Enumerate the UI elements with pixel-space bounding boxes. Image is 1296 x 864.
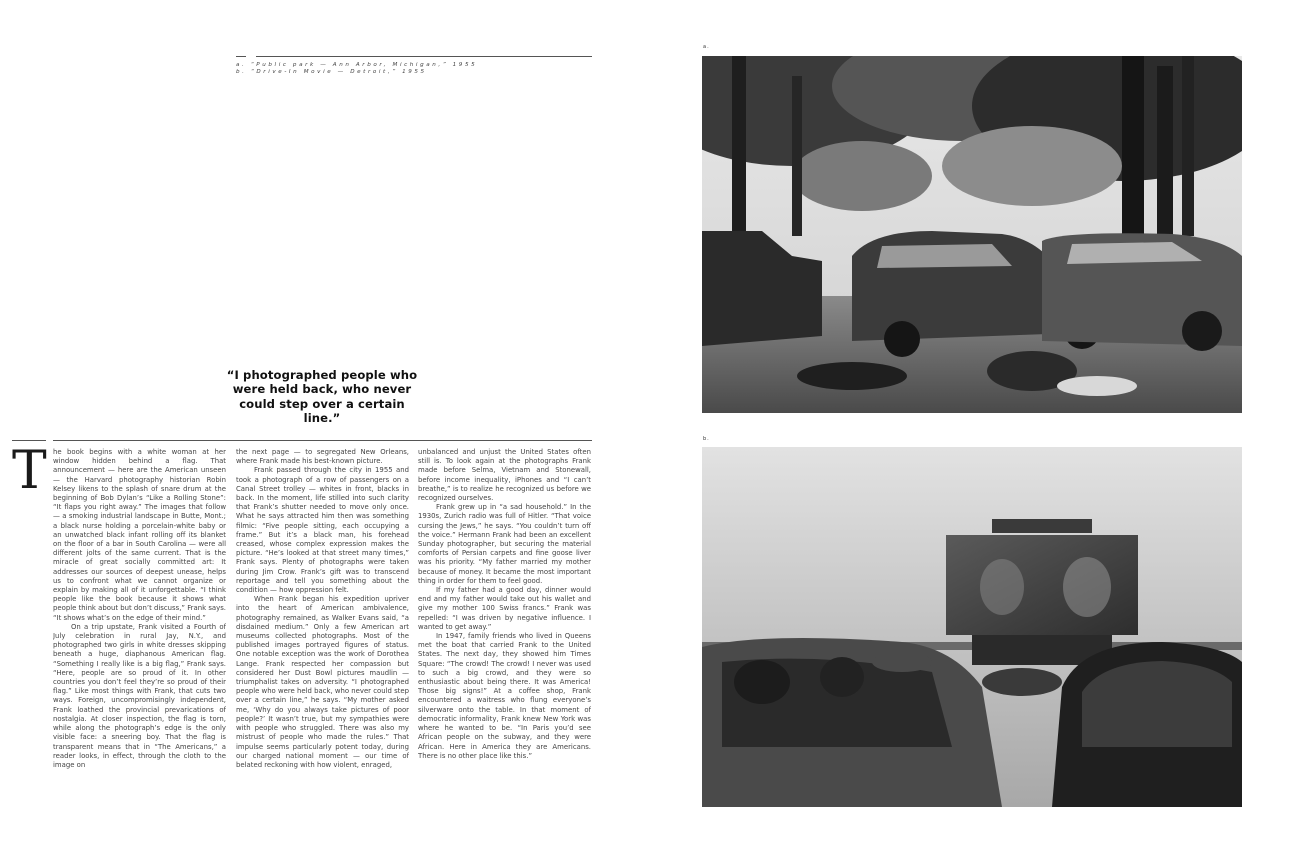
photo-drive-in xyxy=(702,447,1242,807)
paragraph: Frank passed through the city in 1955 and took a photograph of a row of passengers on a Canal Street trolley — whites in front, blacks in back. In the moment, life stilled into such clarity that Frank’s shutter needed to move only once. What he says attracted him then was something filmic: “Five people sitting, each occupying a frame.” But it’s a black man, his forehead creased, whose complex expression makes the picture. “He’s looked at that street many times,” Frank says. Plenty of photographs were taken during Jim Crow. Frank’s gift was to transcend reportage and tell you something about the condition — how oppression felt. xyxy=(236,466,409,595)
photo-captions xyxy=(236,62,596,76)
pull-quote: “I photographed people who were held back, who never could step over a certain line.” xyxy=(226,368,418,426)
photo-park xyxy=(702,56,1242,413)
photo-a-label: a. xyxy=(703,44,710,50)
article-column-2 xyxy=(236,448,409,808)
paragraph: he book begins with a white woman at her window hidden behind a flag. That announcement — here are the American unseen — the Harvard photography historian Robin Kelsey likens to the splash of snare drum at the beginning of Bob Dylan’s “Like a Rolling Stone”: “It flaps you right away.” The images that follow — a smoking industrial landscape in Butte, Mont.; a black nurse holding a porcelain-white baby or an unwatched black infant rolling off its blanket on the floor of a bar in South Carolina — were all different jolts of the same current. That is the miracle of great socially committed art: It addresses our sources of deepest unease, helps us to confront what we cannot organize or explain by making all of it unforgettable. “I think people like the book because it shows what people think about but don’t discuss,” Frank says. “It shows what’s on the edge of their mind.” xyxy=(53,448,226,622)
photo-b-label: b. xyxy=(703,436,710,442)
paragraph: unbalanced and unjust the United States often still is. To look again at the photographs Frank made before Selma, Vietnam and Stonewall, before income inequality, iPhones and “I can’t breathe,” is to realize he recognized us before we recognized ourselves. xyxy=(418,448,591,503)
article-column-1 xyxy=(53,448,226,808)
article-column-3 xyxy=(418,448,591,808)
paragraph: the next page — to segregated New Orleans, where Frank made his best-known picture. xyxy=(236,448,409,466)
paragraph: When Frank began his expedition upriver into the heart of American ambivalence, photography remained, as Walker Evans said, “a disdained medium.” Only a few American art museums collected photographs. Most of the published images portrayed figures of status. One notable exception was the work of Dorothea Lange. Frank respected her compassion but considered her Dust Bowl pictures maudlin — triumphalist takes on adversity. “I photographed people who were held back, who never could step over a certain line,” he says. “My mother asked me, ‘Why do you always take pictures of poor people?’ It wasn’t true, but my sympathies were with people who struggled. There was also my mistrust of people who made the rules.” That impulse seems particularly potent today, during our charged national moment — our time of belated reckoning with how violent, enraged, xyxy=(236,595,409,769)
paragraph: In 1947, family friends who lived in Queens met the boat that carried Frank to the United States. The next day, they showed him Times Square: “The crowd! The crowd! I never was used to such a big crowd, and they were so enthusiastic about being there. It was America! Those big signs!” At a coffee shop, Frank encountered a waitress who flung everyone’s silverware onto the table. In that moment of democratic informality, Frank knew New York was where he wanted to be. “In Paris you’d see African people on the subway, and they were African. Here in America they are Americans. There is no other place like this.” xyxy=(418,632,591,760)
caption-rule-short xyxy=(236,56,246,57)
drive-in-scene-illustration xyxy=(702,447,1242,807)
caption-b: b. “Drive-In Movie — Detroit,” 1955 xyxy=(236,69,427,75)
drop-cap: T xyxy=(12,441,47,501)
caption-rule-long xyxy=(256,56,592,57)
caption-a: a. “Public park — Ann Arbor, Michigan,” 1955 xyxy=(236,62,478,68)
paragraph: On a trip upstate, Frank visited a Fourth of July celebration in rural Jay, N.Y., and photographed two girls in white dresses skipping beneath a huge, diaphanous American flag. “Something I really like is a big flag,” Frank says. “Here, people are so proud of it. In other countries you don’t feel they’re so proud of their flag.” Like most things with Frank, that cuts two ways. Foreign, uncompromisingly independent, Frank loathed the provincial prevarications of nostalgia. At closer inspection, the flag is torn, while along the photograph’s edge is the only visible face: a sneering boy. That the flag is transparent means that in “The Americans,” a reader looks, in effect, through the cloth to the image on xyxy=(53,622,226,769)
paragraph: Frank grew up in “a sad household.” In the 1930s, Zurich radio was full of Hitler. “That voice cursing the Jews,” he says. “You couldn’t turn off the voice.” Hermann Frank had been an excellent Sunday photographer, but securing the material comforts of Persian carpets and fine goose liver was his priority. “My father married my mother because of money. It became the most important thing in order for them to feel good. xyxy=(418,503,591,585)
paragraph: If my father had a good day, dinner would end and my father would take out his wallet and give my mother 100 Swiss francs.” Frank was repelled: “I was driven by negative influence. I wanted to get away.” xyxy=(418,586,591,631)
body-rule-main xyxy=(53,440,592,441)
park-scene-illustration xyxy=(702,56,1242,413)
